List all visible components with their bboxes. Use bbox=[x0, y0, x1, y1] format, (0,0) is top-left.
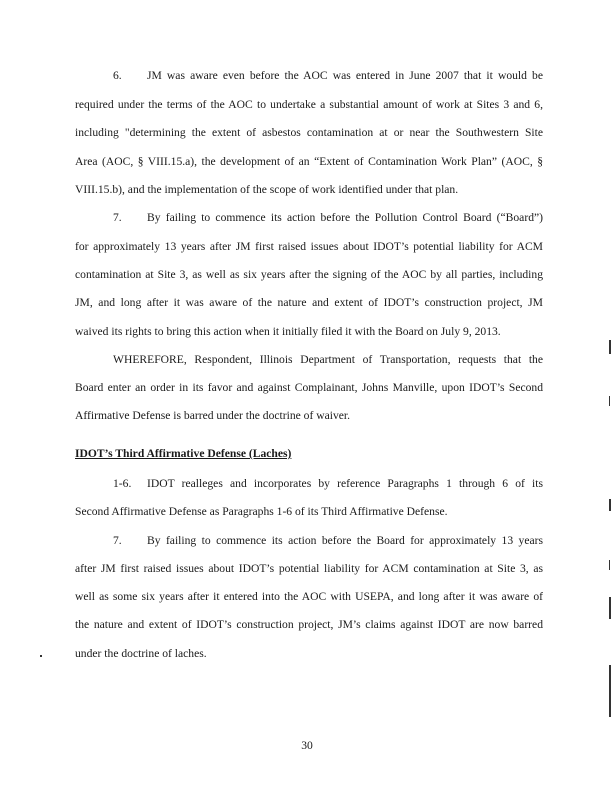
wherefore-line-1: WHEREFORE, Respondent, Illinois Department of Transportation, requests that the bbox=[113, 353, 543, 366]
wherefore-line-3: Affirmative Defense is barred under the doctrine of waiver. bbox=[75, 409, 351, 422]
scan-mark bbox=[609, 665, 611, 717]
section-heading: IDOT’s Third Affirmative Defense (Laches) bbox=[75, 447, 292, 460]
scan-mark bbox=[609, 499, 611, 511]
para6-line-2: required under the terms of the AOC to undertake a substantial amount of work at Sites 3 and 6, bbox=[75, 98, 543, 111]
scan-mark bbox=[609, 340, 611, 354]
para7b-line-4: the nature and extent of IDOT’s construction project, JM’s claims against IDOT are now barred bbox=[75, 618, 543, 631]
para7-line-4: JM, and long after it was aware of the nature and extent of IDOT’s construction project, JM bbox=[75, 296, 543, 309]
para6-line-3: including "determining the extent of asbestos contamination at or near the Southwestern Site bbox=[75, 126, 543, 139]
page-number: 30 bbox=[301, 739, 313, 752]
para1-6-line-2: Second Affirmative Defense as Paragraphs 1-6 of its Third Affirmative Defense. bbox=[75, 505, 448, 518]
para7-line-5: waived its rights to bring this action when it initially filed it with the Board on July 9, 2013. bbox=[75, 325, 501, 338]
para6-line-4: Area (AOC, § VIII.15.a), the development of an “Extent of Contamination Work Plan” (AOC, § bbox=[75, 155, 543, 168]
para7b-line-3: well as some six years after it entered into the AOC with USEPA, and long after it was aware of bbox=[75, 590, 543, 603]
para7b-line-5: under the doctrine of laches. bbox=[75, 647, 207, 660]
scan-dot bbox=[40, 655, 42, 657]
para6-line-5: VIII.15.b), and the implementation of the scope of work identified under that plan. bbox=[75, 183, 459, 196]
para1-6-line-1: 1-6. IDOT realleges and incorporates by reference Paragraphs 1 through 6 of its bbox=[113, 477, 543, 490]
para7-line-1: 7. By failing to commence its action before the Pollution Control Board (“Board”) bbox=[113, 211, 543, 224]
para7b-number: 7. bbox=[113, 534, 122, 547]
para7-line-2: for approximately 13 years after JM first raised issues about IDOT’s potential liability for ACM bbox=[75, 240, 543, 253]
para1-6-number: 1-6. bbox=[113, 477, 132, 490]
para6-line-1: 6. JM was aware even before the AOC was entered in June 2007 that it would be bbox=[113, 69, 543, 82]
para7-number: 7. bbox=[113, 211, 122, 224]
scan-mark bbox=[609, 396, 610, 406]
para7b-line-1: 7. By failing to commence its action before the Board for approximately 13 years bbox=[113, 534, 543, 547]
scan-mark bbox=[609, 560, 610, 570]
para6-number: 6. bbox=[113, 69, 122, 82]
scan-mark bbox=[609, 597, 611, 619]
para7-line-3: contamination at Site 3, as well as six years after the signing of the AOC by all parties, including bbox=[75, 268, 543, 281]
para7b-line-2: after JM first raised issues about IDOT’s potential liability for ACM contamination at Site 3, as bbox=[75, 562, 543, 575]
wherefore-line-2: Board enter an order in its favor and against Complainant, Johns Manville, upon IDOT’s Second bbox=[75, 381, 543, 394]
